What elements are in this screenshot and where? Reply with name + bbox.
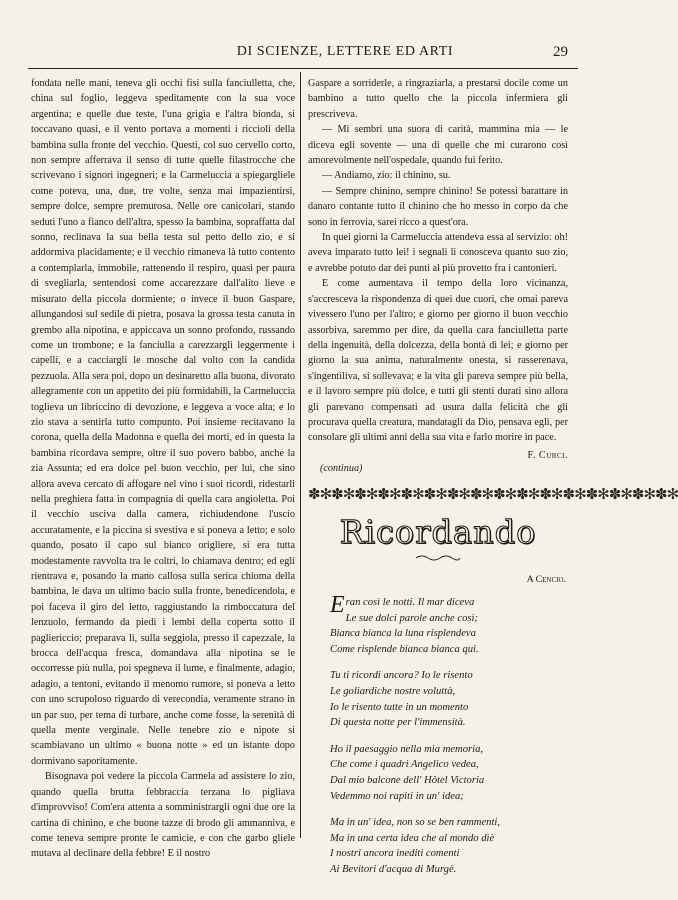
poem-line: Come risplende bianca bianca qui. [330, 643, 479, 655]
right-column [308, 76, 678, 888]
poem-line: Ma in una certa idea che al mondo dìè [330, 832, 495, 844]
poem-title: Ricordando [339, 512, 537, 551]
left-column [31, 76, 295, 862]
poem-line: Di questa notte per l'immensità. [330, 717, 466, 729]
poem-line: Le sue dolci parole anche così; [345, 612, 478, 624]
page-header [0, 44, 650, 66]
poem-line: Ho il paesaggio nella mia memoria, [330, 743, 484, 755]
running-head: DI SCIENZE, LETTERE ED ARTI [236, 44, 454, 59]
flourish-ornament-icon [414, 554, 462, 562]
paragraph: Gaspare a sorriderle, a ringraziarla, a prestarsi docile come un bambino a tutto quello che la piccola infermiera gli prescriveva. [308, 78, 568, 120]
poem-line: Le goliardiche nostre voluttà, [330, 685, 456, 697]
ornament-band: ✽✻✽✻✽✻✽✻✽✻✽✻✽✻✽✻✽✻✽✻✽✻✽✻✽✻✽✻✽✻✽✻ [308, 486, 678, 503]
paragraph: — Mi sembri una suora di carità, mammina mia — le diceva egli sovente — una di quelle che mi curarono così amorevolmente nell'ospedale, quando fui ferito. [308, 124, 568, 167]
poem-line: Ma in un' idea, non so se ben rammenti, [330, 817, 500, 829]
paragraph: — Andiamo, zio: il chinino, su. [322, 170, 451, 182]
column-divider [300, 72, 301, 838]
poem-stanza [330, 742, 568, 804]
drop-cap: E [330, 591, 345, 618]
poem-body [308, 591, 568, 878]
paragraph: Bisognava poi vedere la piccola Carmela ad assistere lo zio, quando quella brutta febbraccia terzana lo pigliava d'improvviso! Com'era attenta a somministrargli ogni due ore la cartina di chinino, e che buone tazze di brodo gli ammanniva, e come teneva sempre pronte le camicie, e con che garbo gliele mutava al declinare della febbre! E il nostro [31, 771, 295, 860]
poem-line: I nostri ancora inediti comenti [330, 848, 460, 860]
author-signature: F. Curci. [527, 449, 568, 461]
page-number: 29 [553, 44, 568, 60]
poem-dedication: A Cencio. [526, 573, 566, 585]
poem-line: Ai Bevitori d'acqua di Murgè. [330, 863, 457, 875]
poem-line: Bianca bianca la luna risplendeva [330, 628, 476, 640]
poem-stanza [330, 591, 568, 657]
poem-line: Che come i quadri Angelico vedea, [330, 759, 479, 771]
poem-stanza [330, 668, 568, 730]
paragraph: In quei giorni la Carmeluccia attendeva essa al servizio: oh! aveva imparato tutto lei! i segnali li conosceva quanto suo zio, e avrebbe potuto dar dei punti al più provetto fra i cantonieri. [308, 232, 568, 274]
header-rule [28, 68, 578, 69]
paragraph: fondata nelle mani, teneva gli occhi fisi sulla fanciulletta, che, china sul foglio, leggeva speditamente con la sua voce argentina; e quelle due teste, l'una grigia e l'altra bionda, si toccavano quasi, e il vento portava a momenti i riccioli della bambina sulla fronte del vecchio. Questi, col suo cervello corto, non sempre afferrava il senso di tutte quelle filastrocche che scrivevano i signori ingegneri; e la Carmeluccia a spiegargliele come poteva, una, due, tre volte, senza mai impazientirsi, sempre dolce, sempre premurosa. Nelle ore canicolari, stando seduti l'uno a fianco dell'altra, spesso la bambina, sopraffatta dal sonno, reclinava la sua bella testa sul petto dello zio, e si addormiva placidamente; e il vecchio rimaneva là tutto contento a contemplarla, immobile, rattenendo il respiro, quasi per paura di svegliarla, sentendosi come accarezzare dall'alito lieve e misurato della piccola dormiente; o invece il buon Gaspare, allungandosi sul sedile di pietra, posava la grossa testa canuta in grembo alla nipotina, e appiccava un sonno profondo, russando come un trombone; e la fanciulla a carezzargli leggermente i capelli, e a cacciargli le mosche dal volto con la candida pezzuola. Alla sera poi, dopo un desinaretto alla buona, divorato allegramente con un appetito dei più formidabili, la Carmeluccia toglieva un libriccino di devozione, e leggeva a voce alta; e lo zio stava a sentirla tutto compunto. Poi insieme recitavano la corona, quella della Madonna e quella dei morti, ed in questa la bambina ricordava sempre, oltre il suo povero babbo, anche la zia Assunta; ed era dolce pel buon vecchio, per lui, che sino allora aveva cercato di affogare nel vino i suoi ricordi, ridestarli nella preghiera fatta in compagnia di quella cara angioletta. Poi il vecchio usciva dalla camera, richiudendone l'uscio accuratamente, e la piccina si svestiva e si poneva a letto; e solo quando, posato il capo sul bianco origliere, si era tutta modestamente ravvolta tra le coltri, lo chiamava dentro; ed egli rientrava e, posando la mano callosa sulla serica chioma della bambina, le dava un ultimo bacio sulla fronte, benedicendola, e poi faceva il giro del letto, raggiustando la rimboccatura del lenzuolo, fermando da piedi i lembi della coperta sotto il pagliericcio; preparava lì, sulla seggiola, presso il capezzale, la brocca dell'acqua fresca, domandava alla nipotina se le occorresse più nulla, poi spegneva il lume, e finalmente, adagio, adagio, a tentoni, evitando il menomo rumore, si poneva a letto con uno scrupoloso riguardo di verecondia, veramente strano in un par suo, per tema di turbare, anche come fosse, la serenità di quella mente verginale. Nelle tenebre zio e nipote si scambiavano un ultimo « buona notte » ed un istante dopo dormivano saporitamente. [31, 78, 295, 767]
paragraph: — Sempre chinino, sempre chinino! Se potessi barattare in danaro contante tutto il chinino che ho messo in corpo da che sono in ferrovia, sarei ricco a quest'ora. [308, 185, 568, 228]
poem-line: Tu ti ricordi ancora? Io le risento [330, 670, 473, 682]
continua-note: (continua) [320, 463, 363, 475]
poem-line: ran così le notti. Il mar diceva [345, 596, 475, 608]
poem-line: Dal mio balcone dell' Hôtel Victoria [330, 774, 485, 786]
poem-line: Io le risento tutte in un momento [330, 701, 469, 713]
paragraph: E come aumentava il tempo della loro vicinanza, s'accresceva la rispondenza di quei due cuori, che omai pareva vivessero l'uno per l'altro; e giorno per giorno il buon vecchio assorbiva, saremmo per dire, da quella cara fanciulletta parte della ingenuità, della dolcezza, della bontà di lei; e giorno per giorno la sua anima, naturalmente onesta, si rasserenava, s'ingentiliva, si sollevava; e la vita gli pareva sempre più bella, e il lavoro sempre più dolce, e tutti gli stenti durati sino allora gli parevano compensati ad usura dalla felicità che gli procurava quella creatura, mandatagli da Dio, pensava egli, per consolare gli ultimi anni della sua vita e farlo morire in pace. [308, 278, 568, 444]
poem-line: Vedemmo noi rapiti in un' idea; [330, 790, 464, 802]
poem-stanza [330, 815, 568, 877]
